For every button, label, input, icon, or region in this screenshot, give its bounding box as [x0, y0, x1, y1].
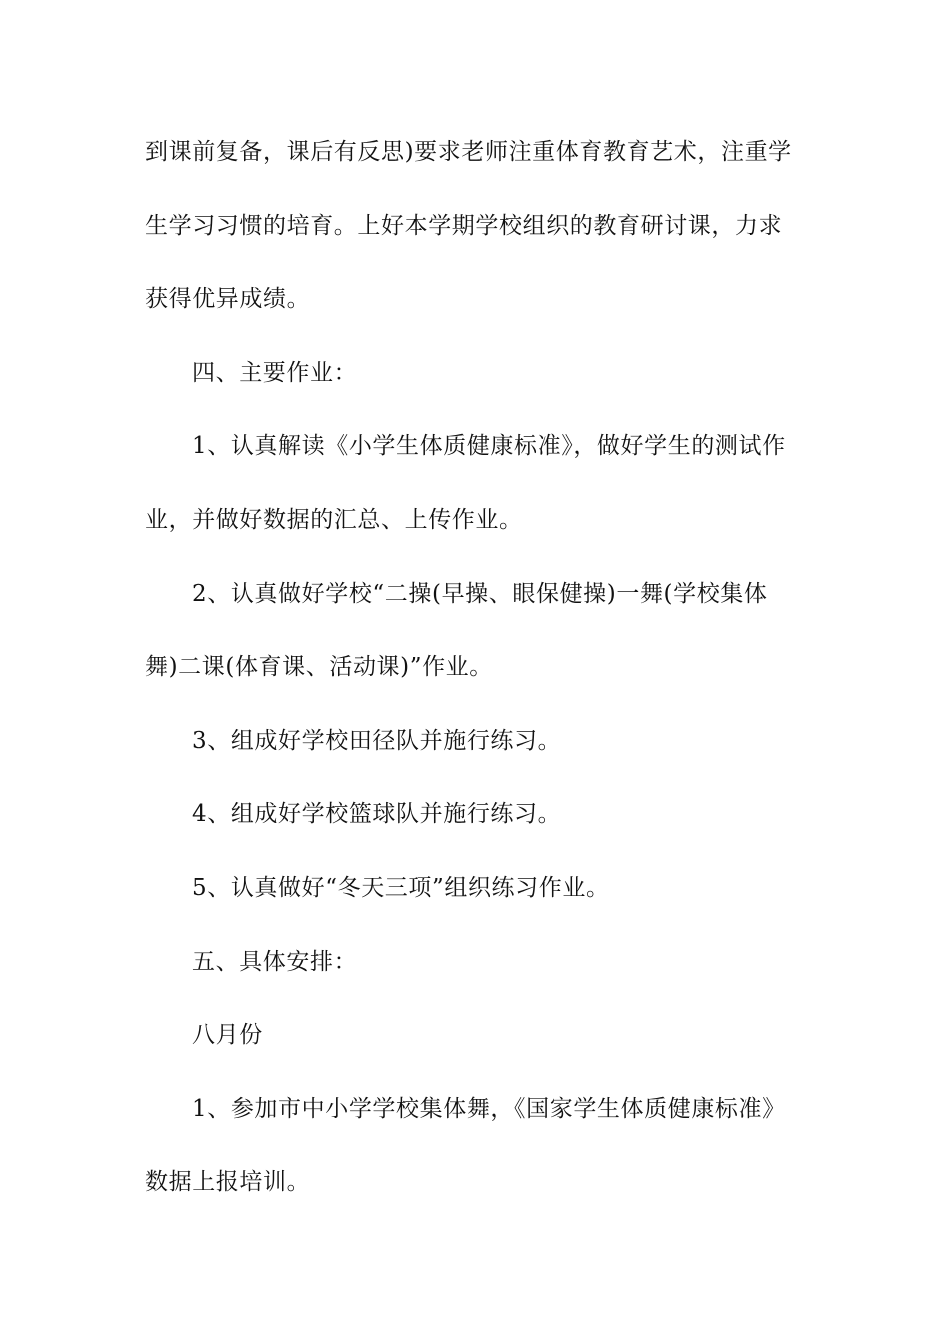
list-item-1-continuation: 业，并做好数据的汇总、上传作业。 — [145, 506, 523, 533]
text-line-continuation: 到课前复备，课后有反思)要求老师注重体育教育艺术，注重学 — [145, 139, 792, 165]
schedule-item-1-continuation: 数据上报培训。 — [145, 1169, 311, 1196]
document-body — [145, 128, 810, 1232]
list-item-3: 3、组成好学校田径队并施行练习。 — [192, 727, 562, 754]
list-item-5: 5、认真做好“冬天三项”组织练习作业。 — [192, 874, 610, 901]
schedule-item-1: 1、参加市中小学学校集体舞，《国家学生体质健康标准》 — [192, 1095, 786, 1122]
section-heading-main-work: 四、主要作业： — [192, 359, 358, 386]
month-heading-august: 八月份 — [192, 1022, 263, 1049]
list-item-2: 2、认真做好学校“二操(早操、眼保健操)一舞(学校集体 — [192, 580, 768, 607]
text-line-continuation: 获得优异成绩。 — [145, 286, 311, 313]
list-item-2-continuation: 舞)二课(体育课、活动课)”作业。 — [145, 654, 493, 681]
list-item-1: 1、认真解读《小学生体质健康标准》，做好学生的测试作 — [192, 433, 786, 460]
text-line-continuation: 生学习习惯的培育。上好本学期学校组织的教育研讨课，力求 — [145, 212, 783, 239]
section-heading-schedule: 五、具体安排： — [192, 948, 358, 975]
list-item-4: 4、组成好学校篮球队并施行练习。 — [192, 801, 562, 828]
